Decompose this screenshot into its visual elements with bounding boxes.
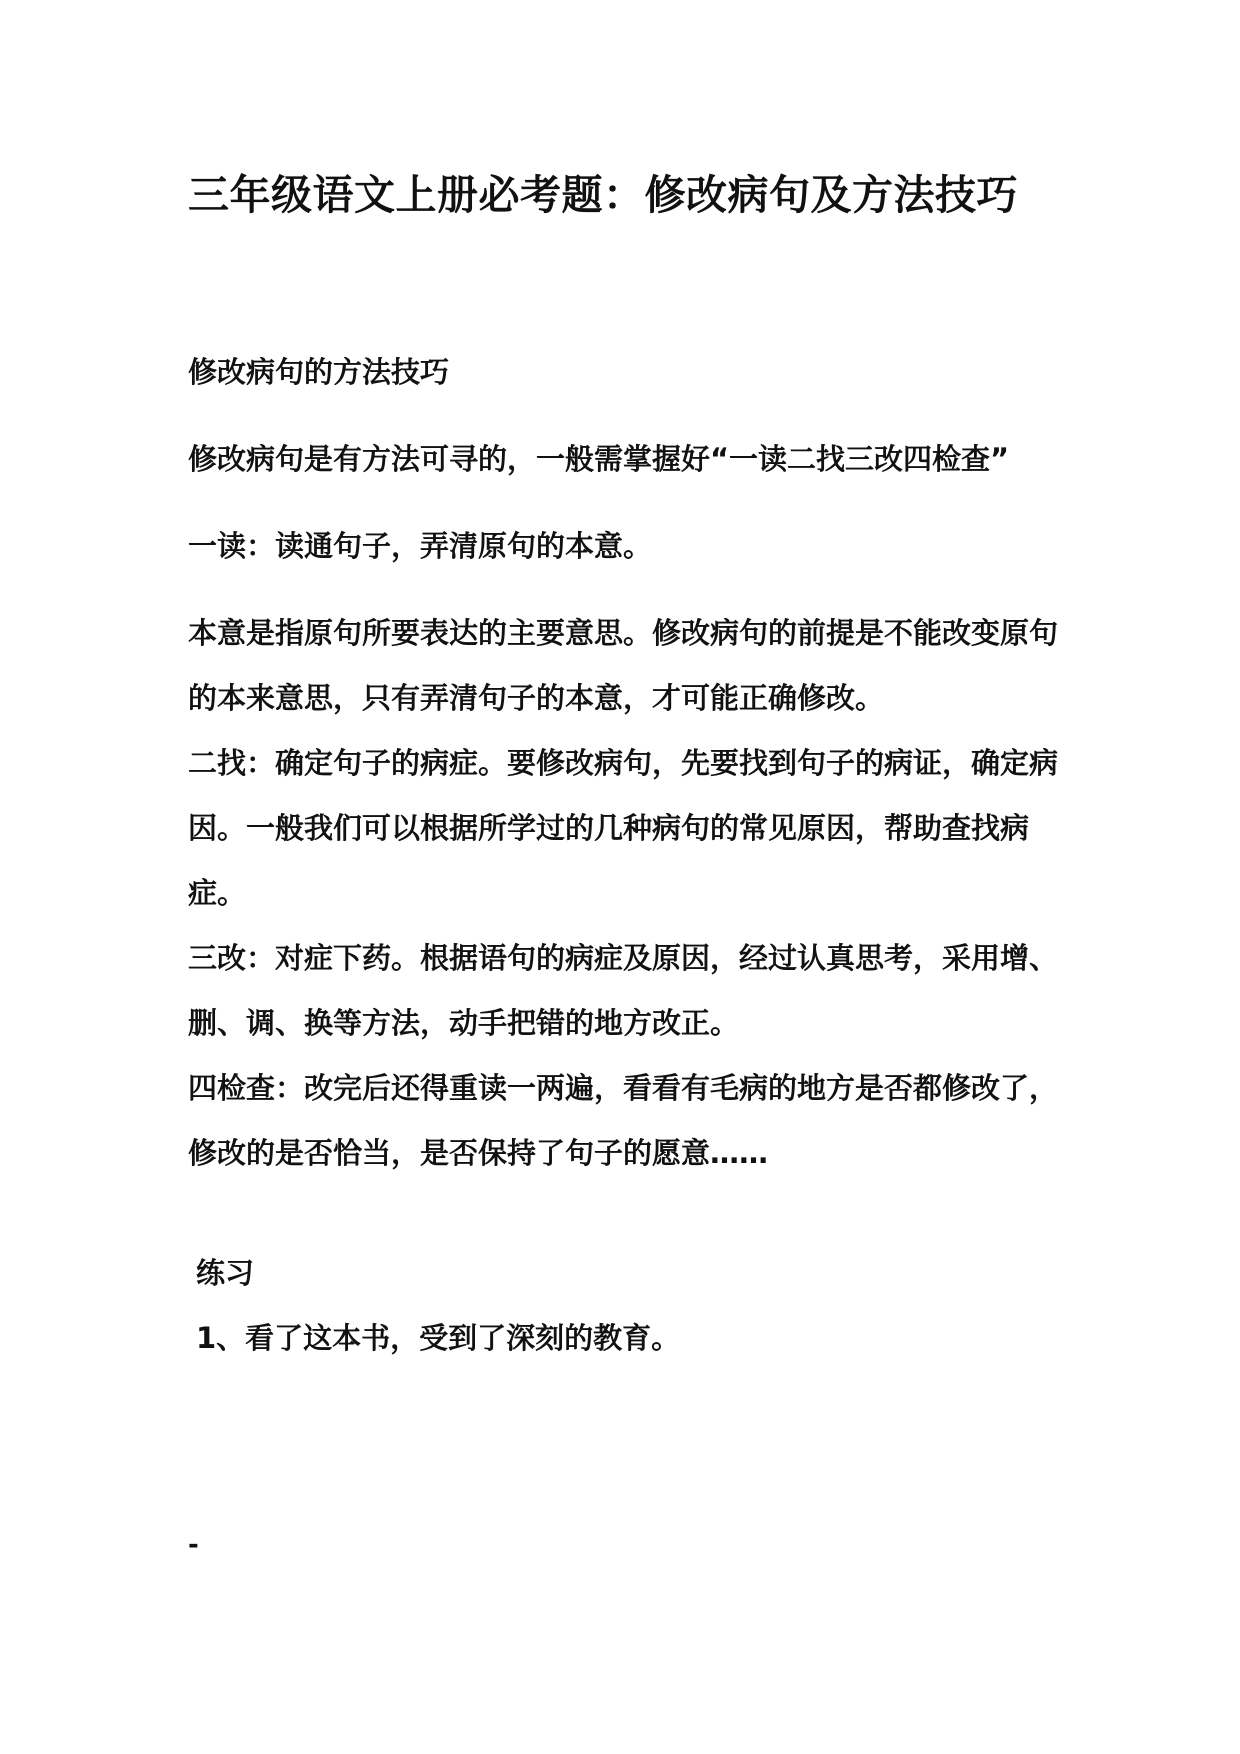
- document-body: [188, 340, 1078, 1371]
- step1-body: 本意是指原句所要表达的主要意思。修改病句的前提是不能改变原句的本来意思，只有弄清句子的本意，才可能正确修改。: [188, 616, 1059, 715]
- practice-item-1: 1、看了这本书，受到了深刻的教育。: [196, 1321, 681, 1355]
- intro-paragraph: 修改病句是有方法可寻的，一般需掌握好“一读二找三改四检查”: [188, 442, 1010, 476]
- section-heading: 修改病句的方法技巧: [188, 355, 450, 389]
- practice-heading: 练习: [196, 1256, 255, 1290]
- trailing-dash: -: [188, 1530, 199, 1560]
- step1-heading: 一读：读通句子，弄清原句的本意。: [188, 529, 653, 563]
- step2-paragraph: 二找：确定句子的病症。要修改病句，先要找到句子的病证，确定病因。一般我们可以根据所学过的几种病句的常见原因，帮助查找病症。: [188, 746, 1059, 910]
- step3-paragraph: 三改：对症下药。根据语句的病症及原因，经过认真思考，采用增、删、调、换等方法，动手把错的地方改正。: [188, 941, 1059, 1040]
- step4-paragraph: 四检查：改完后还得重读一两遍，看看有毛病的地方是否都修改了，修改的是否恰当，是否保持了句子的愿意……: [188, 1071, 1059, 1170]
- document-title: 三年级语文上册必考题：修改病句及方法技巧: [188, 171, 1018, 219]
